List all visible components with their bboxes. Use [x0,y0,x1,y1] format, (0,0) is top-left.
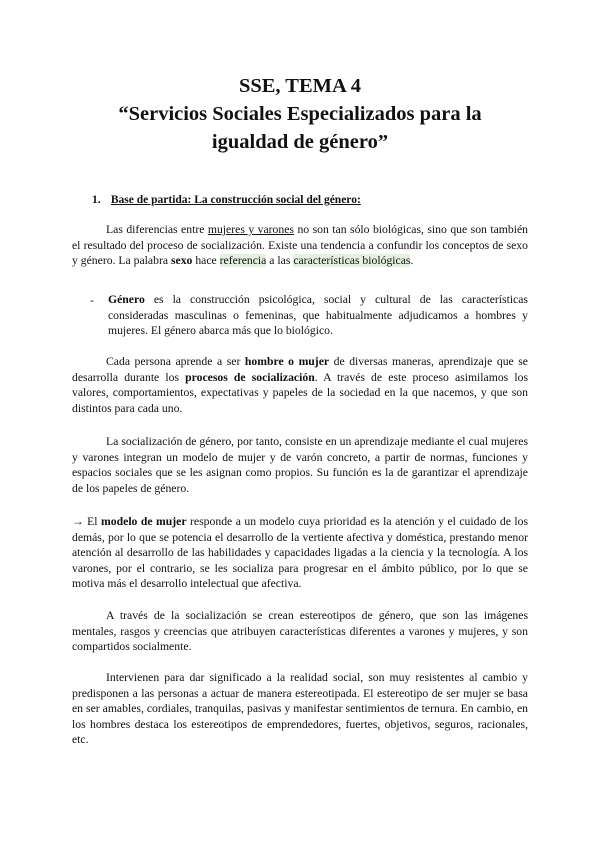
bold-term: Género [108,293,145,306]
bold-term: modelo de mujer [101,515,187,528]
text-run: Cada persona aprende a ser [106,355,245,368]
text-run: no son tan sólo biológicas, sino que son también el resultado del proceso de socialización. Existe una tendencia a confundir los conceptos de sexo y género. La palabra [72,223,529,268]
text-run: Las diferencias entre [106,223,208,236]
document-title-line-2: “Servicios Sociales Especializados para la [118,103,482,125]
text-run: es la construcción psicológica, social y cultural de las características consideradas masculinas o femeninas, que habitualmente adjudicamos a hombres y mujeres. El género abarca más que lo biológico. [108,293,528,338]
bold-term: sexo [170,254,193,268]
text-run: → El [72,515,102,528]
bold-term: hombre o mujer [244,355,330,368]
highlighted-text: características biológicas [293,254,411,268]
document-title-line-3: igualdad de género” [211,131,389,153]
text-run: hace [192,254,220,268]
section-title: Base de partida: La construcción social del género: [110,194,361,206]
bold-term: procesos de socialización [185,370,315,384]
underlined-text: mujeres y varones [207,223,294,236]
bullet-dash: - [90,294,94,307]
document-title-line-1: SSE, TEMA 4 [238,75,362,97]
paragraph-6: Intervienen para dar significado a la realidad social, son muy resistentes al cambio y predisponen a las personas a actuar de manera estereotipada. El estereotipo de ser mujer se basa en ser amables, cordiales, tranquilas, pasivas y manifestar sentimientos de ternura. En cambio, en los hombres destaca los estereotipos de emprendedores, fuertes, objetivos, seguros, racionales, etc. [72,671,528,747]
paragraph-2 [72,354,528,416]
text-run: . A través de este proceso asimilamos los valores, comportamientos, expectativas y papeles de la sociedad en la que nacemos, y que son distintos para cada uno. [72,370,528,415]
paragraph-3: La socialización de género, por tanto, consiste en un aprendizaje mediante el cual mujeres y varones integran un modelo de mujer y de varón concreto, a partir de normas, funciones y espacios sociales que se les asignan como propios. Su función es la de garantizar el aprendizaje de los papeles de género. [72,435,528,495]
paragraph-4 [72,514,528,592]
section-number: 1. [92,194,101,206]
highlighted-text: referencia [219,254,267,268]
text-run: . [410,254,414,268]
text-run: de diversas maneras, aprendizaje que se desarrolla durante los [72,355,528,384]
bullet-paragraph [108,292,528,339]
text-run: responde a un modelo cuya prioridad es la atención y el cuidado de los demás, por lo que se potencia el desarrollo de la vertiente afectiva y doméstica, prestando menor atención al desarrollo de las habilidades y capacidades ligadas a la ciencia y la tecnología. A los varones, por el contrario, se les socializa para progresar en el ámbito público, por lo que se motiva más el desarrollo intelectual que afectiva. [72,515,529,591]
text-run: a las [266,254,294,268]
paragraph-5: A través de la socialización se crean estereotipos de género, que son las imágenes mentales, rasgos y creencias que atribuyen características diferentes a varones y mujeres, y son compartidos socialmente. [72,609,528,654]
paragraph-1 [72,222,528,269]
section-heading [92,194,361,206]
